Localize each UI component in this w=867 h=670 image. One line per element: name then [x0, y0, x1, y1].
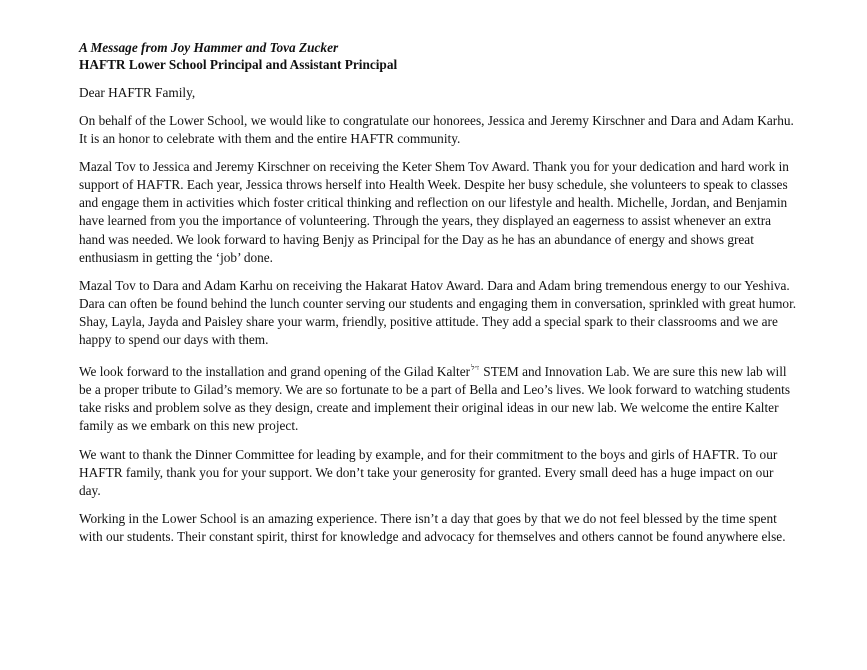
text-line: Working in the Lower School is an amazing experience. There isn’t a day that goes by that we do not feel blessed by the time spent — [79, 510, 777, 526]
hebrew-honorific: ז״ל — [471, 364, 479, 373]
text-line: Shay, Layla, Jayda and Paisley share your warm, friendly, positive attitude. They add a special spark to their classrooms and we are — [79, 313, 778, 329]
text-line: day. — [79, 482, 101, 498]
text-line: On behalf of the Lower School, we would like to congratulate our honorees, Jessica and Jeremy Kirschner and Dara and Adam Karhu. — [79, 113, 794, 128]
text-line: and engage them in activities which foster critical thinking and reflection on our lifestyle and health. Michelle, Jordan, and Benjamin — [79, 195, 788, 211]
text-line: Dara can often be found behind the lunch counter serving our students and engaging them in conversation, sprinkled with great humor. — [79, 295, 797, 311]
text-line: happy to spend our days with them. — [79, 332, 269, 348]
paragraph — [79, 277, 809, 349]
text-line: enthusiasm in getting the ‘job’ done. — [79, 249, 273, 265]
paragraph — [79, 112, 809, 148]
paragraph — [79, 510, 809, 546]
text-line: hand was needed. We look forward to having Benjy as Principal for the Day as he has an abundance of energy and shows great — [79, 231, 754, 247]
text-line: with our students. Their constant spirit, thirst for knowledge and advocacy for themselves and others cannot be found anywhere else. — [79, 528, 786, 544]
text-line: It is an honor to celebrate with them and the entire HAFTR community. — [79, 131, 461, 147]
text-line: support of HAFTR. Each year, Jessica throws herself into Health Week. Despite her busy schedule, she volunteers to speak to classes — [79, 177, 788, 193]
text-line: take risks and problem solve as they design, create and implement their original ideas in our new lab. We welcome the entire Kalter — [79, 400, 779, 416]
text-line: Mazal Tov to Jessica and Jeremy Kirschner on receiving the Keter Shem Tov Award. Thank you for your dedication and hard work in — [79, 159, 789, 175]
document-page — [79, 39, 809, 546]
text-line: Mazal Tov to Dara and Adam Karhu on receiving the Hakarat Hatov Award. Dara and Adam bring tremendous energy to our Yeshiva. — [79, 277, 790, 293]
paragraph — [79, 359, 809, 435]
greeting: Dear HAFTR Family, — [79, 85, 196, 100]
text-line: HAFTR family, thank you for your support. We don’t take your generosity for granted. Every small deed has a huge impact on our — [79, 464, 774, 480]
text-line: have learned from you the importance of volunteering. Through the years, they displayed an eagerness to assist whenever an extra — [79, 213, 772, 229]
letter-subtitle: HAFTR Lower School Principal and Assistant Principal — [79, 57, 398, 72]
letter-body — [79, 112, 809, 546]
text-segment: STEM and Innovation Lab. We are sure this new lab will — [479, 364, 787, 380]
text-line: be a proper tribute to Gilad’s memory. We are so fortunate to be a part of Bella and Leo’s lives. We look forward to watching students — [79, 382, 791, 398]
text-line — [79, 359, 809, 381]
paragraph — [79, 446, 809, 500]
text-segment: We look forward to the installation and grand opening of the Gilad Kalter — [79, 364, 471, 380]
text-line: We want to thank the Dinner Committee for leading by example, and for their commitment to the boys and girls of HAFTR. To our — [79, 446, 778, 462]
text-line: family as we embark on this new project. — [79, 418, 299, 434]
letter-title: A Message from Joy Hammer and Tova Zucker — [79, 40, 339, 55]
paragraph — [79, 158, 809, 267]
